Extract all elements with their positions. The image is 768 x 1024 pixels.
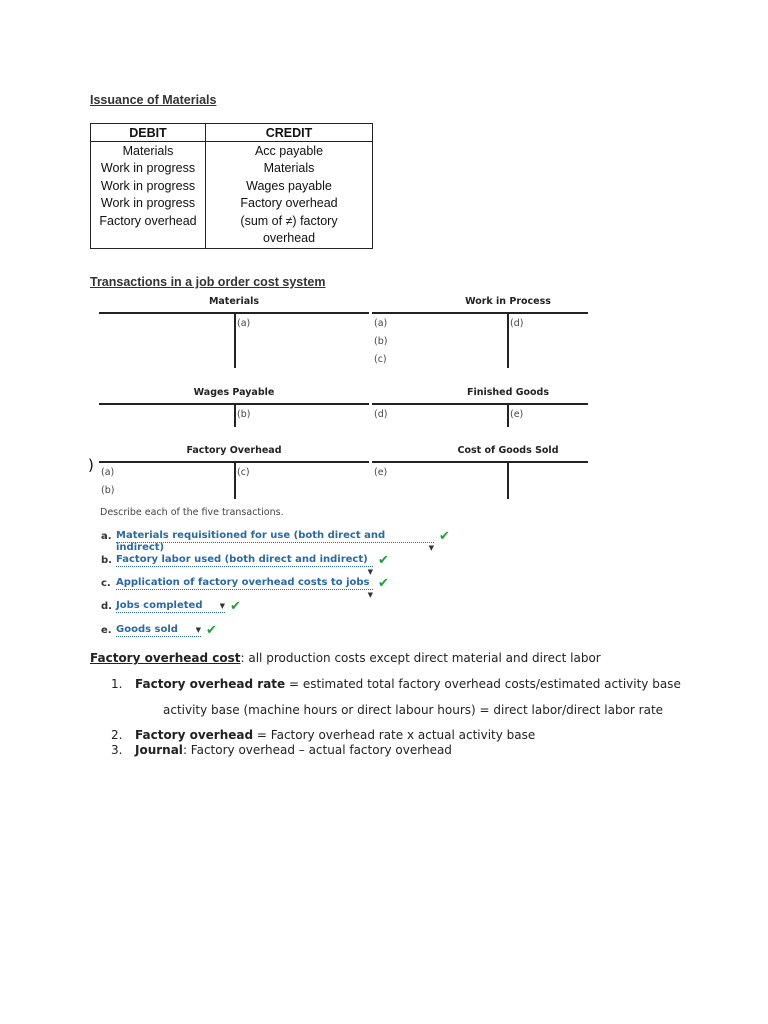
overhead-definition <box>90 651 601 665</box>
chevron-down-icon: ▼ <box>195 626 201 634</box>
checkmark-icon: ✔ <box>206 623 217 638</box>
note-label: Factory overhead rate <box>135 677 286 691</box>
transaction-letter: a. <box>101 531 112 542</box>
checkmark-icon: ✔ <box>439 529 450 544</box>
wages-credit-entry: (b) <box>237 409 251 420</box>
dropdown-value: Application of factory overhead costs to jobs <box>116 577 370 588</box>
credit-entry: Factory overhead <box>240 196 338 211</box>
note-number: 1. <box>111 677 123 691</box>
note-text: = estimated total factory overhead costs/estimated activity base <box>285 677 681 691</box>
overhead-credit-entry: (c) <box>237 467 250 478</box>
transaction-row-a <box>101 529 450 553</box>
chevron-down-icon: ▼ <box>219 602 225 610</box>
materials-account-divider <box>234 312 236 368</box>
transaction-row-e <box>101 623 217 638</box>
credit-entry: overhead <box>262 231 316 246</box>
overhead-term: Factory overhead cost <box>90 651 241 665</box>
wages-account-divider <box>234 403 236 427</box>
transactions-heading: Transactions in a job order cost system <box>90 275 326 289</box>
note-item-3 <box>111 743 452 757</box>
finished-account-divider <box>507 403 509 427</box>
transaction-b-dropdown[interactable] <box>116 554 373 576</box>
transaction-d-dropdown[interactable] <box>116 600 225 613</box>
overhead-debit-entry: (b) <box>101 485 115 496</box>
credit-entry: Wages payable <box>246 178 332 193</box>
transaction-letter: c. <box>101 578 111 589</box>
dropdown-value: Goods sold <box>116 624 178 635</box>
wip-account-divider <box>507 312 509 368</box>
finished-credit-entry: (e) <box>510 409 524 420</box>
transaction-row-d <box>101 599 241 614</box>
transaction-e-dropdown[interactable] <box>116 624 201 637</box>
issuance-heading: Issuance of Materials <box>90 93 217 107</box>
note-text: = Factory overhead rate x actual activity base <box>253 728 536 742</box>
finished-account-title: Finished Goods <box>466 387 550 398</box>
finished-debit-entry: (d) <box>374 409 388 420</box>
dropdown-value: Materials requisitioned for use (both direct and indirect) <box>116 530 386 553</box>
debit-header: DEBIT <box>91 124 206 142</box>
checkmark-icon: ✔ <box>230 599 241 614</box>
debit-entry: Factory overhead <box>99 213 197 228</box>
note-item-1 <box>111 677 681 691</box>
note-number: 3. <box>111 743 123 757</box>
overhead-account-divider <box>234 461 236 499</box>
stray-bracket-mark: ) <box>88 456 94 474</box>
wip-account-title: Work in Process <box>465 296 551 307</box>
note-label: Journal <box>135 743 183 757</box>
chevron-down-icon: ▼ <box>367 591 373 599</box>
note-activity-base: activity base (machine hours or direct labour hours) = direct labor/direct labor rate <box>163 703 664 717</box>
note-text: : Factory overhead – actual factory overhead <box>182 743 452 757</box>
credit-entry: Materials <box>263 161 315 176</box>
debit-entry: Work in progress <box>100 196 196 211</box>
dropdown-value: Factory labor used (both direct and indirect) <box>116 554 368 565</box>
overhead-definition-text: : all production costs except direct material and direct labor <box>240 651 601 665</box>
debit-column <box>91 142 206 249</box>
credit-header: CREDIT <box>206 124 373 142</box>
transaction-c-dropdown[interactable] <box>116 577 373 599</box>
chevron-down-icon: ▼ <box>428 544 434 552</box>
credit-entry: (sum of ≠) factory <box>240 213 338 228</box>
credit-entry: Acc payable <box>254 144 324 158</box>
transaction-a-dropdown[interactable] <box>116 530 434 553</box>
cogs-account-divider <box>507 461 509 499</box>
transaction-letter: d. <box>101 601 112 612</box>
journal-entry-table <box>90 123 373 249</box>
wip-debit-entry: (a) <box>374 318 388 329</box>
finished-account-top-line <box>372 403 588 405</box>
transaction-row-b <box>101 553 389 576</box>
credit-column <box>206 142 373 249</box>
transaction-letter: e. <box>101 625 112 636</box>
note-label: Factory overhead <box>135 728 254 742</box>
wip-credit-entry: (d) <box>510 318 524 329</box>
checkmark-icon: ✔ <box>378 576 389 591</box>
note-item-2 <box>111 728 535 742</box>
cogs-debit-entry: (e) <box>374 467 388 478</box>
debit-entry: Work in progress <box>100 161 196 176</box>
describe-prompt: Describe each of the five transactions. <box>100 507 284 518</box>
wip-account-top-line <box>372 312 588 314</box>
wip-debit-entry: (b) <box>374 336 388 347</box>
wages-account-title: Wages Payable <box>193 387 275 398</box>
wip-debit-entry: (c) <box>374 354 387 365</box>
overhead-account-title: Factory Overhead <box>186 445 282 456</box>
chevron-down-icon: ▼ <box>367 568 373 576</box>
dropdown-value: Jobs completed <box>116 600 203 611</box>
debit-entry: Materials <box>122 144 174 158</box>
overhead-debit-entry: (a) <box>101 467 115 478</box>
checkmark-icon: ✔ <box>378 553 389 568</box>
materials-credit-entry: (a) <box>237 318 251 329</box>
debit-entry: Work in progress <box>100 178 196 193</box>
transaction-letter: b. <box>101 555 112 566</box>
cogs-account-top-line <box>372 461 588 463</box>
note-number: 2. <box>111 728 123 742</box>
materials-account-title: Materials <box>208 296 260 307</box>
cogs-account-title: Cost of Goods Sold <box>457 445 559 456</box>
transaction-row-c <box>101 576 389 599</box>
